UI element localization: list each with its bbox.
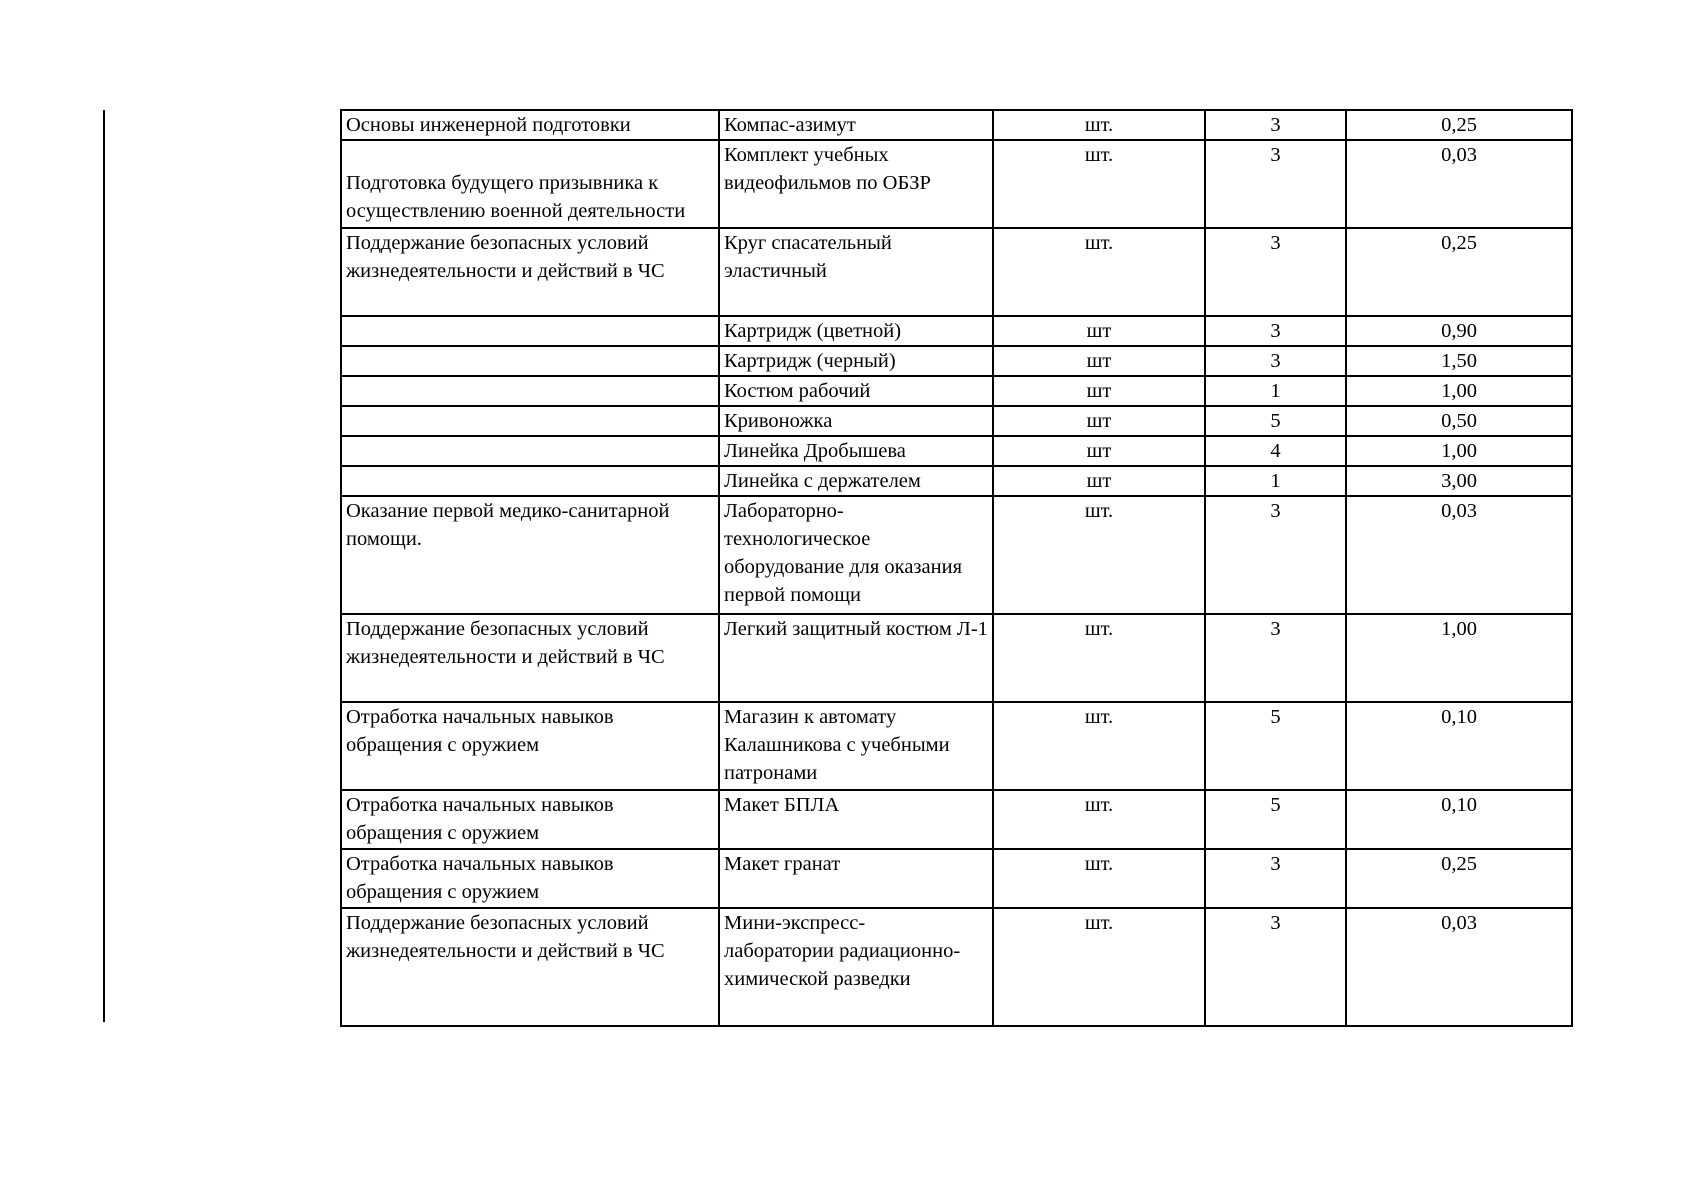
unit-cell-text: шт.: [1084, 618, 1114, 640]
norm-cell-text: 0,90: [1441, 320, 1477, 342]
table-row: [341, 436, 1572, 466]
page-margin-rule: [103, 110, 105, 1022]
unit-cell-text: шт.: [1084, 232, 1114, 254]
norm-cell-text: 0,10: [1441, 706, 1477, 728]
section-cell: [341, 436, 719, 466]
table-row: [341, 702, 1572, 790]
norm-cell-text: 0,03: [1441, 500, 1477, 522]
unit-cell-text: шт: [1086, 440, 1112, 462]
section-cell-text: Поддержание безопасных условий жизнедеятельности и действий в ЧС: [346, 232, 665, 282]
equipment-table-body: [341, 110, 1572, 1026]
quantity-cell: [1205, 702, 1346, 790]
quantity-cell-text: 5: [1270, 410, 1281, 432]
norm-cell-text: 1,00: [1441, 618, 1477, 640]
norm-cell: [1346, 140, 1572, 228]
norm-cell: [1346, 376, 1572, 406]
item-cell: [719, 849, 993, 908]
section-cell-text: Отработка начальных навыков обращения с оружием: [346, 853, 614, 903]
norm-cell-text: 0,25: [1441, 114, 1477, 136]
quantity-cell: [1205, 406, 1346, 436]
equipment-table: [340, 109, 1573, 1027]
unit-cell-text: шт.: [1084, 794, 1114, 816]
unit-cell-text: шт: [1086, 320, 1112, 342]
norm-cell: [1346, 790, 1572, 849]
unit-cell-text: шт: [1086, 350, 1112, 372]
norm-cell-text: 0,10: [1441, 794, 1477, 816]
item-cell: [719, 406, 993, 436]
norm-cell: [1346, 228, 1572, 316]
section-cell: [341, 406, 719, 436]
table-row: [341, 614, 1572, 702]
norm-cell: [1346, 496, 1572, 614]
section-cell: [341, 466, 719, 496]
section-cell-text: Отработка начальных навыков обращения с оружием: [346, 706, 614, 756]
unit-cell: [993, 346, 1205, 376]
unit-cell-text: шт: [1086, 380, 1112, 402]
item-cell-text: Картридж (черный): [724, 350, 896, 372]
item-cell: [719, 908, 993, 1026]
unit-cell: [993, 406, 1205, 436]
norm-cell-text: 1,00: [1441, 440, 1477, 462]
quantity-cell-text: 3: [1270, 232, 1281, 254]
table-row: [341, 316, 1572, 346]
section-cell: [341, 346, 719, 376]
item-cell: [719, 702, 993, 790]
quantity-cell: [1205, 110, 1346, 140]
quantity-cell-text: 3: [1270, 500, 1281, 522]
section-cell-text: Оказание первой медико-санитарной помощи.: [346, 500, 670, 550]
quantity-cell: [1205, 140, 1346, 228]
quantity-cell-text: 4: [1270, 440, 1281, 462]
norm-cell: [1346, 908, 1572, 1026]
table-row: [341, 140, 1572, 228]
item-cell-text: Легкий защитный костюм Л-1: [724, 618, 988, 640]
unit-cell-text: шт.: [1084, 114, 1114, 136]
quantity-cell-text: 5: [1270, 794, 1281, 816]
section-cell: [341, 140, 719, 228]
item-cell-text: Линейка Дробышева: [724, 440, 906, 462]
unit-cell: [993, 376, 1205, 406]
item-cell: [719, 790, 993, 849]
quantity-cell-text: 3: [1270, 320, 1281, 342]
norm-cell-text: 0,03: [1441, 912, 1477, 934]
unit-cell-text: шт.: [1084, 853, 1114, 875]
norm-cell-text: 0,25: [1441, 232, 1477, 254]
quantity-cell: [1205, 466, 1346, 496]
table-row: [341, 110, 1572, 140]
item-cell-text: Костюм рабочий: [724, 380, 871, 402]
norm-cell: [1346, 466, 1572, 496]
table-row: [341, 790, 1572, 849]
section-cell: [341, 110, 719, 140]
quantity-cell-text: 3: [1270, 144, 1281, 166]
unit-cell-text: шт: [1086, 410, 1112, 432]
table-row: [341, 346, 1572, 376]
quantity-cell-text: 3: [1270, 618, 1281, 640]
unit-cell: [993, 436, 1205, 466]
table-row: [341, 908, 1572, 1026]
item-cell-text: Мини-экспресс- лаборатории радиационно-химической разведки: [724, 912, 961, 990]
quantity-cell-text: 3: [1270, 853, 1281, 875]
item-cell: [719, 466, 993, 496]
section-cell-text: Отработка начальных навыков обращения с оружием: [346, 794, 614, 844]
quantity-cell-text: 1: [1270, 470, 1281, 492]
section-cell-text: Основы инженерной подготовки: [346, 114, 631, 136]
unit-cell: [993, 316, 1205, 346]
norm-cell-text: 0,03: [1441, 144, 1477, 166]
item-cell: [719, 316, 993, 346]
unit-cell-text: шт.: [1084, 500, 1114, 522]
norm-cell-text: 0,50: [1441, 410, 1477, 432]
quantity-cell: [1205, 908, 1346, 1026]
item-cell-text: Картридж (цветной): [724, 320, 902, 342]
section-cell: [341, 228, 719, 316]
unit-cell: [993, 849, 1205, 908]
unit-cell: [993, 496, 1205, 614]
unit-cell: [993, 702, 1205, 790]
item-cell-text: Круг спасательный эластичный: [724, 232, 892, 282]
norm-cell-text: 3,00: [1441, 470, 1477, 492]
item-cell-text: Лабораторно- технологическое оборудование для оказания первой помощи: [724, 500, 963, 606]
norm-cell: [1346, 436, 1572, 466]
norm-cell: [1346, 614, 1572, 702]
unit-cell: [993, 140, 1205, 228]
section-cell-text: Подготовка будущего призывника к осуществлению военной деятельности: [346, 172, 686, 222]
item-cell: [719, 140, 993, 228]
item-cell-text: Макет БПЛА: [724, 794, 840, 816]
norm-cell: [1346, 406, 1572, 436]
quantity-cell: [1205, 228, 1346, 316]
section-cell: [341, 908, 719, 1026]
section-cell: [341, 376, 719, 406]
norm-cell: [1346, 849, 1572, 908]
norm-cell: [1346, 702, 1572, 790]
item-cell: [719, 346, 993, 376]
section-cell: [341, 702, 719, 790]
unit-cell: [993, 908, 1205, 1026]
unit-cell: [993, 790, 1205, 849]
quantity-cell: [1205, 376, 1346, 406]
unit-cell-text: шт.: [1084, 912, 1114, 934]
item-cell-text: Компас-азимут: [724, 114, 856, 136]
unit-cell-text: шт.: [1084, 706, 1114, 728]
norm-cell: [1346, 346, 1572, 376]
item-cell: [719, 376, 993, 406]
norm-cell: [1346, 316, 1572, 346]
quantity-cell-text: 1: [1270, 380, 1281, 402]
section-cell-text: Поддержание безопасных условий жизнедеятельности и действий в ЧС: [346, 912, 665, 962]
item-cell: [719, 228, 993, 316]
item-cell: [719, 496, 993, 614]
unit-cell: [993, 228, 1205, 316]
section-cell-text: Поддержание безопасных условий жизнедеятельности и действий в ЧС: [346, 618, 665, 668]
norm-cell-text: 1,00: [1441, 380, 1477, 402]
section-cell: [341, 316, 719, 346]
unit-cell: [993, 614, 1205, 702]
section-cell: [341, 614, 719, 702]
section-cell: [341, 849, 719, 908]
table-row: [341, 849, 1572, 908]
quantity-cell-text: 5: [1270, 706, 1281, 728]
item-cell-text: Макет гранат: [724, 853, 841, 875]
quantity-cell: [1205, 436, 1346, 466]
unit-cell-text: шт: [1086, 470, 1112, 492]
item-cell: [719, 110, 993, 140]
quantity-cell: [1205, 496, 1346, 614]
quantity-cell-text: 3: [1270, 350, 1281, 372]
table-row: [341, 466, 1572, 496]
quantity-cell: [1205, 614, 1346, 702]
section-cell: [341, 496, 719, 614]
quantity-cell-text: 3: [1270, 114, 1281, 136]
table-row: [341, 496, 1572, 614]
item-cell: [719, 436, 993, 466]
unit-cell: [993, 466, 1205, 496]
item-cell: [719, 614, 993, 702]
item-cell-text: Комплект учебных видеофильмов по ОБЗР: [724, 144, 931, 194]
table-row: [341, 228, 1572, 316]
unit-cell: [993, 110, 1205, 140]
table-row: [341, 406, 1572, 436]
item-cell-text: Кривоножка: [724, 410, 833, 432]
quantity-cell: [1205, 790, 1346, 849]
quantity-cell: [1205, 849, 1346, 908]
section-cell: [341, 790, 719, 849]
quantity-cell-text: 3: [1270, 912, 1281, 934]
norm-cell-text: 1,50: [1441, 350, 1477, 372]
table-row: [341, 376, 1572, 406]
quantity-cell: [1205, 316, 1346, 346]
norm-cell-text: 0,25: [1441, 853, 1477, 875]
item-cell-text: Магазин к автомату Калашникова с учебными патронами: [724, 706, 950, 784]
quantity-cell: [1205, 346, 1346, 376]
unit-cell-text: шт.: [1084, 144, 1114, 166]
item-cell-text: Линейка с держателем: [724, 470, 921, 492]
norm-cell: [1346, 110, 1572, 140]
